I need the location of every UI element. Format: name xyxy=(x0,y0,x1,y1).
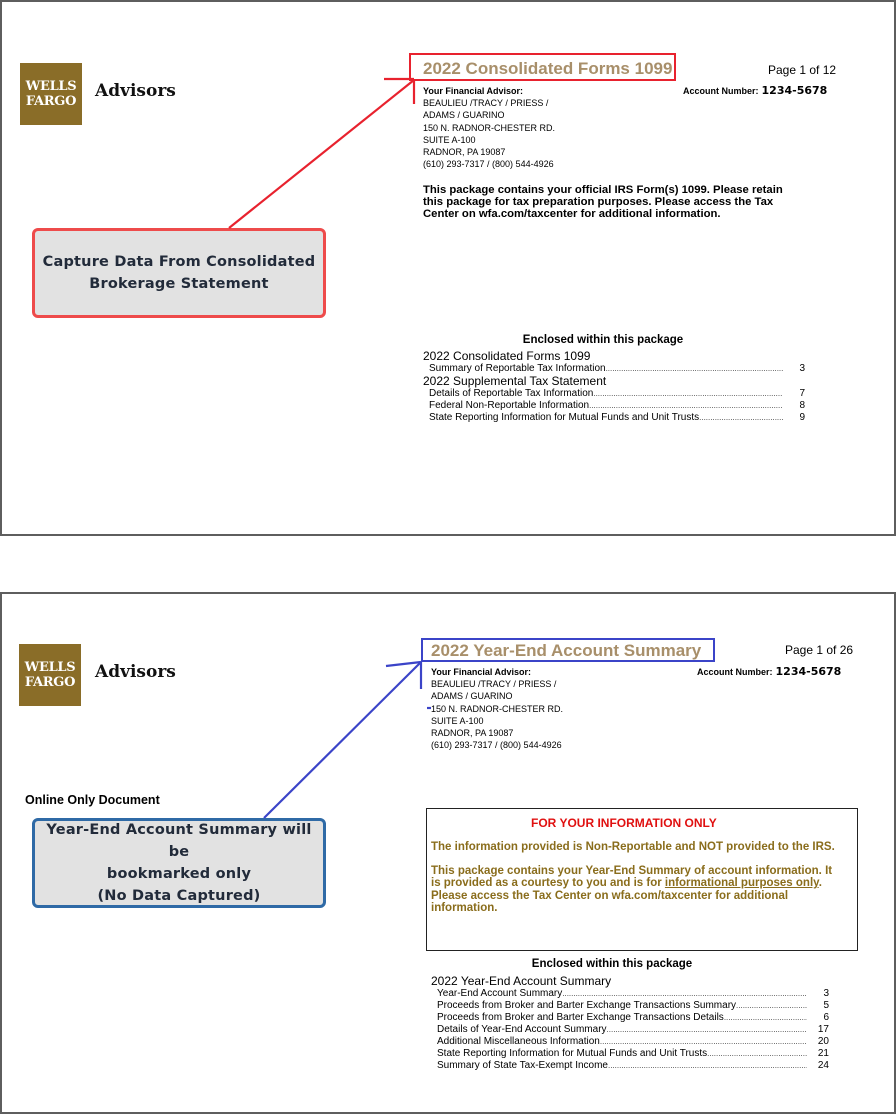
logo-advisors-text: Advisors xyxy=(95,81,176,101)
toc-section: 2022 Year-End Account Summary xyxy=(431,974,612,988)
toc-item-title: Federal Non-Reportable Information xyxy=(429,400,590,411)
toc-item-page: 21 xyxy=(817,1048,829,1059)
page-number: Page 1 of 12 xyxy=(768,63,837,77)
account-label: Account Number: xyxy=(697,667,773,677)
irs-notice xyxy=(423,184,823,220)
account-number xyxy=(683,84,827,97)
fyi-paragraph-end: . Please access the Tax Center on wfa.com/taxcenter for additional information. xyxy=(431,877,822,914)
toc-item-page: 8 xyxy=(799,400,805,411)
toc-leader xyxy=(699,412,783,424)
table-of-contents xyxy=(423,350,805,424)
toc-item-title: Proceeds from Broker and Barter Exchange Transactions Summary xyxy=(437,1000,737,1011)
toc-item-title: Year-End Account Summary xyxy=(437,988,563,999)
toc-item[interactable] xyxy=(431,1048,829,1060)
advisor-line: SUITE A-100 xyxy=(431,715,484,726)
callout-line: Year-End Account Summary will be xyxy=(46,822,312,860)
advisor-line: BEAULIEU /TRACY / PRIESS / xyxy=(431,679,557,690)
fyi-paragraph-start: This package contains your Year-End Summary of account information. It is provided as a courtesy to you and is for xyxy=(431,865,833,890)
capture-data-callout xyxy=(32,228,326,318)
toc-item-page: 20 xyxy=(817,1036,829,1047)
toc-leader xyxy=(600,1036,807,1048)
logo-line-1: WELLS xyxy=(25,79,77,94)
toc-item-page: 3 xyxy=(799,363,805,374)
document-title: 2022 Year-End Account Summary xyxy=(431,641,702,660)
advisor-line: (610) 293-7317 / (800) 544-4926 xyxy=(431,740,562,751)
toc-item-title: Details of Reportable Tax Information xyxy=(429,388,594,399)
account-label: Account Number: xyxy=(683,86,759,96)
toc-item-title: Summary of State Tax-Exempt Income xyxy=(437,1060,608,1071)
toc-item[interactable] xyxy=(423,412,805,424)
notice-line: this package for tax preparation purposes. Please access the Tax xyxy=(423,196,774,208)
notice-line: This package contains your official IRS Form(s) 1099. Please retain xyxy=(423,184,783,196)
advisor-line: RADNOR, PA 19087 xyxy=(431,728,514,739)
online-only-label: Online Only Document xyxy=(25,793,160,807)
toc-leader xyxy=(589,400,783,412)
account-number xyxy=(697,665,841,678)
enclosed-heading: Enclosed within this package xyxy=(531,958,693,970)
toc-leader xyxy=(607,1024,807,1036)
toc-item-page: 5 xyxy=(823,1000,829,1011)
advisor-line: ADAMS / GUARINO xyxy=(431,691,513,702)
advisor-line: SUITE A-100 xyxy=(423,134,476,145)
advisor-line: 150 N. RADNOR-CHESTER RD. xyxy=(423,122,556,133)
toc-leader xyxy=(562,988,807,1000)
toc-leader xyxy=(606,363,783,375)
toc-leader xyxy=(724,1012,807,1024)
advisor-line: BEAULIEU /TRACY / PRIESS / xyxy=(423,98,549,109)
toc-item-page: 6 xyxy=(823,1012,829,1023)
toc-item[interactable] xyxy=(431,1024,829,1036)
advisor-label: Your Financial Advisor: xyxy=(423,86,524,96)
toc-item-page: 24 xyxy=(817,1060,829,1071)
toc-item-title: State Reporting Information for Mutual Funds and Unit Trusts xyxy=(437,1048,708,1059)
informational-purposes-text: informational purposes only xyxy=(664,877,819,890)
toc-leader xyxy=(593,388,783,400)
page-number: Page 1 of 26 xyxy=(785,643,854,657)
toc-leader xyxy=(707,1048,807,1060)
notice-line: Center on wfa.com/taxcenter for additional information. xyxy=(423,208,721,220)
toc-item[interactable] xyxy=(423,400,805,412)
toc-item[interactable] xyxy=(431,1012,829,1024)
toc-item-page: 17 xyxy=(817,1024,829,1035)
toc-item-title: State Reporting Information for Mutual Funds and Unit Trusts xyxy=(429,412,700,423)
wells-fargo-logo xyxy=(20,63,82,125)
toc-item[interactable] xyxy=(431,988,829,1000)
fyi-heading: FOR YOUR INFORMATION ONLY xyxy=(531,816,717,830)
financial-advisor-block xyxy=(423,85,555,170)
toc-item[interactable] xyxy=(431,1060,829,1072)
advisor-line: 150 N. RADNOR-CHESTER RD. xyxy=(431,703,564,714)
wells-fargo-logo xyxy=(19,644,81,706)
logo-advisors-text: Advisors xyxy=(95,662,176,682)
callout-line: bookmarked only xyxy=(106,866,252,882)
table-of-contents xyxy=(431,975,829,1072)
toc-item-title: Details of Year-End Account Summary xyxy=(437,1024,607,1035)
toc-item-title: Additional Miscellaneous Information xyxy=(437,1036,600,1047)
toc-item-title: Proceeds from Broker and Barter Exchange Transactions Details xyxy=(437,1012,724,1023)
financial-advisor-block xyxy=(431,666,563,751)
advisor-line: ADAMS / GUARINO xyxy=(423,110,505,121)
account-value: 1234-5678 xyxy=(761,84,828,97)
callout-line: Brokerage Statement xyxy=(89,276,269,292)
toc-item-title: Summary of Reportable Tax Information xyxy=(429,363,606,374)
advisor-line: RADNOR, PA 19087 xyxy=(423,147,506,158)
toc-item[interactable] xyxy=(431,1000,829,1012)
callout-line: Capture Data From Consolidated xyxy=(42,254,316,270)
bookmark-only-callout xyxy=(32,818,326,908)
fyi-non-reportable-text: The information provided is Non-Reportable and NOT provided to the IRS. xyxy=(431,841,835,853)
document-title: 2022 Consolidated Forms 1099 xyxy=(423,59,673,78)
account-value: 1234-5678 xyxy=(775,665,842,678)
toc-item[interactable] xyxy=(423,388,805,400)
fyi-paragraph xyxy=(431,865,843,914)
toc-item-page: 3 xyxy=(823,988,829,999)
toc-item-page: 9 xyxy=(799,412,805,423)
logo-line-2: FARGO xyxy=(24,675,76,690)
toc-section: 2022 Supplemental Tax Statement xyxy=(423,374,607,388)
toc-item[interactable] xyxy=(431,1036,829,1048)
toc-leader xyxy=(736,1000,807,1012)
callout-line: (No Data Captured) xyxy=(97,888,261,904)
logo-line-2: FARGO xyxy=(25,94,77,109)
advisor-line: (610) 293-7317 / (800) 544-4926 xyxy=(423,159,554,170)
logo-line-1: WELLS xyxy=(24,660,76,675)
advisor-label: Your Financial Advisor: xyxy=(431,667,532,677)
toc-item-page: 7 xyxy=(799,388,805,399)
toc-section: 2022 Consolidated Forms 1099 xyxy=(423,349,591,363)
toc-leader xyxy=(608,1060,807,1072)
enclosed-heading: Enclosed within this package xyxy=(522,334,684,346)
